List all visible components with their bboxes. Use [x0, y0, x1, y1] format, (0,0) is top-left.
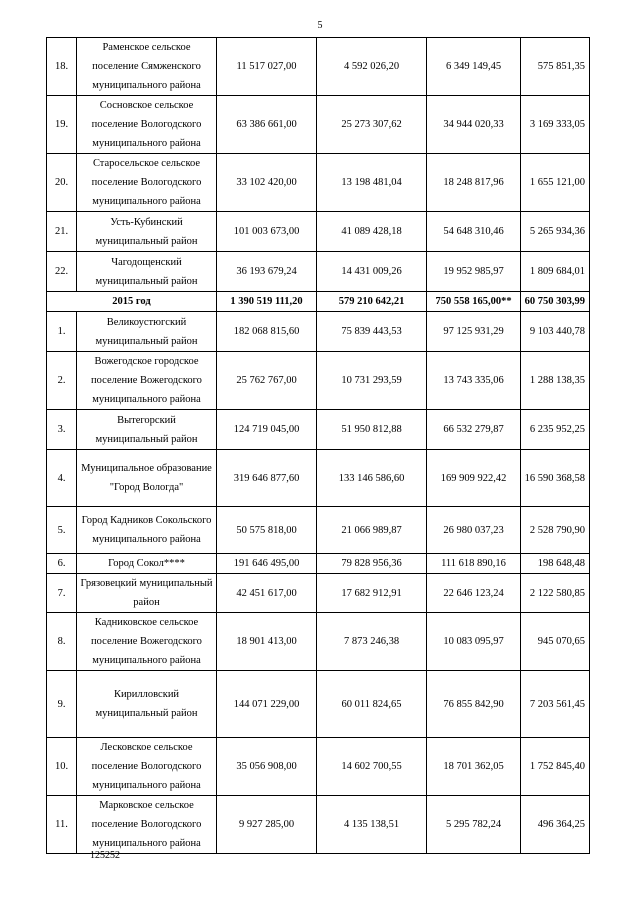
row-number: 1. — [47, 312, 77, 352]
row-number: 22. — [47, 252, 77, 292]
table-row — [47, 796, 590, 854]
row-number: 19. — [47, 96, 77, 154]
amount-col4: 2 528 790,90 — [521, 507, 590, 554]
municipality-name: Старосельское сельское поселение Вологодского муниципального района — [77, 154, 217, 212]
amount-col2: 14 602 700,55 — [317, 738, 427, 796]
amount-col2: 79 828 956,36 — [317, 554, 427, 574]
page-number: 5 — [317, 20, 323, 31]
amount-col2: 7 873 246,38 — [317, 613, 427, 671]
amount-col2: 13 198 481,04 — [317, 154, 427, 212]
municipality-name: Кирилловский муниципальный район — [77, 671, 217, 738]
amount-col2: 51 950 812,88 — [317, 410, 427, 450]
table-row — [47, 507, 590, 554]
table-row — [47, 154, 590, 212]
amount-col3: 13 743 335,06 — [427, 352, 521, 410]
amount-total: 33 102 420,00 — [217, 154, 317, 212]
row-number: 2. — [47, 352, 77, 410]
amount-col4: 1 288 138,35 — [521, 352, 590, 410]
amount-total: 36 193 679,24 — [217, 252, 317, 292]
amount-col3: 22 646 123,24 — [427, 574, 521, 613]
amount-col3: 76 855 842,90 — [427, 671, 521, 738]
amount-col3: 18 701 362,05 — [427, 738, 521, 796]
amount-col3: 19 952 985,97 — [427, 252, 521, 292]
municipality-name: Усть-Кубинский муниципальный район — [77, 212, 217, 252]
amount-total: 9 927 285,00 — [217, 796, 317, 854]
municipality-name: Лесковское сельское поселение Вологодского муниципального района — [77, 738, 217, 796]
amount-col4: 1 655 121,00 — [521, 154, 590, 212]
amount-total: 18 901 413,00 — [217, 613, 317, 671]
amount-total: 124 719 045,00 — [217, 410, 317, 450]
amount-col4: 16 590 368,58 — [521, 450, 590, 507]
amount-total: 11 517 027,00 — [217, 38, 317, 96]
amount-col2: 14 431 009,26 — [317, 252, 427, 292]
amount-total: 144 071 229,00 — [217, 671, 317, 738]
amount-col2: 41 089 428,18 — [317, 212, 427, 252]
table-row — [47, 352, 590, 410]
amount-col4: 3 169 333,05 — [521, 96, 590, 154]
total-col4: 60 750 303,99 — [521, 292, 590, 312]
year-total-row — [47, 292, 590, 312]
table-row — [47, 96, 590, 154]
row-number: 18. — [47, 38, 77, 96]
amount-total: 42 451 617,00 — [217, 574, 317, 613]
table-row — [47, 312, 590, 352]
municipality-name: Город Сокол**** — [77, 554, 217, 574]
amount-col4: 575 851,35 — [521, 38, 590, 96]
row-number: 8. — [47, 613, 77, 671]
municipality-name: Раменское сельское поселение Сямженского муниципального района — [77, 38, 217, 96]
amount-total: 191 646 495,00 — [217, 554, 317, 574]
amount-col2: 17 682 912,91 — [317, 574, 427, 613]
municipality-name: Чагодощенский муниципальный район — [77, 252, 217, 292]
total-col2: 579 210 642,21 — [317, 292, 427, 312]
amount-col2: 133 146 586,60 — [317, 450, 427, 507]
municipality-name: Великоустюгский муниципальный район — [77, 312, 217, 352]
amount-col2: 4 135 138,51 — [317, 796, 427, 854]
table-row — [47, 738, 590, 796]
table-row — [47, 613, 590, 671]
total-col3: 750 558 165,00** — [427, 292, 521, 312]
amount-col4: 1 809 684,01 — [521, 252, 590, 292]
row-number: 4. — [47, 450, 77, 507]
amount-col2: 25 273 307,62 — [317, 96, 427, 154]
amount-col2: 60 011 824,65 — [317, 671, 427, 738]
municipality-name: Кадниковское сельское поселение Вожегодского муниципального района — [77, 613, 217, 671]
table-row — [47, 252, 590, 292]
amount-col3: 54 648 310,46 — [427, 212, 521, 252]
amount-col3: 97 125 931,29 — [427, 312, 521, 352]
amount-col4: 945 070,65 — [521, 613, 590, 671]
amount-total: 25 762 767,00 — [217, 352, 317, 410]
amount-col3: 6 349 149,45 — [427, 38, 521, 96]
municipality-name: Вожегодское городское поселение Вожегодского муниципального района — [77, 352, 217, 410]
row-number: 20. — [47, 154, 77, 212]
table-row — [47, 212, 590, 252]
amount-col4: 7 203 561,45 — [521, 671, 590, 738]
amount-col4: 5 265 934,36 — [521, 212, 590, 252]
amount-col3: 18 248 817,96 — [427, 154, 521, 212]
table-row — [47, 450, 590, 507]
row-number: 10. — [47, 738, 77, 796]
amount-total: 182 068 815,60 — [217, 312, 317, 352]
municipality-name: Вытегорский муниципальный район — [77, 410, 217, 450]
row-number: 9. — [47, 671, 77, 738]
row-number: 7. — [47, 574, 77, 613]
amount-col3: 34 944 020,33 — [427, 96, 521, 154]
amount-col4: 2 122 580,85 — [521, 574, 590, 613]
total-amount: 1 390 519 111,20 — [217, 292, 317, 312]
document-code: 125252 — [90, 850, 120, 861]
municipality-name: Муниципальное образование "Город Вологда" — [77, 450, 217, 507]
row-number: 11. — [47, 796, 77, 854]
amount-total: 101 003 673,00 — [217, 212, 317, 252]
amount-col3: 111 618 890,16 — [427, 554, 521, 574]
municipality-name: Грязовецкий муниципальный район — [77, 574, 217, 613]
amount-col3: 26 980 037,23 — [427, 507, 521, 554]
table-row — [47, 671, 590, 738]
year-label: 2015 год — [47, 292, 217, 312]
table-row — [47, 38, 590, 96]
amount-total: 50 575 818,00 — [217, 507, 317, 554]
table-row — [47, 410, 590, 450]
municipality-name: Сосновское сельское поселение Вологодского муниципального района — [77, 96, 217, 154]
amount-col2: 75 839 443,53 — [317, 312, 427, 352]
row-number: 6. — [47, 554, 77, 574]
amount-total: 35 056 908,00 — [217, 738, 317, 796]
amount-col4: 6 235 952,25 — [521, 410, 590, 450]
amount-col2: 10 731 293,59 — [317, 352, 427, 410]
row-number: 21. — [47, 212, 77, 252]
amount-col4: 9 103 440,78 — [521, 312, 590, 352]
amount-col3: 10 083 095,97 — [427, 613, 521, 671]
amount-col3: 169 909 922,42 — [427, 450, 521, 507]
row-number: 3. — [47, 410, 77, 450]
amount-col2: 21 066 989,87 — [317, 507, 427, 554]
amount-total: 63 386 661,00 — [217, 96, 317, 154]
amount-col3: 66 532 279,87 — [427, 410, 521, 450]
table-row — [47, 554, 590, 574]
row-number: 5. — [47, 507, 77, 554]
municipality-name: Марковское сельское поселение Вологодского муниципального района — [77, 796, 217, 854]
amount-total: 319 646 877,60 — [217, 450, 317, 507]
amount-col2: 4 592 026,20 — [317, 38, 427, 96]
amount-col4: 496 364,25 — [521, 796, 590, 854]
municipality-name: Город Кадников Сокольского муниципального района — [77, 507, 217, 554]
table-row — [47, 574, 590, 613]
budget-table — [46, 37, 590, 854]
amount-col4: 1 752 845,40 — [521, 738, 590, 796]
amount-col3: 5 295 782,24 — [427, 796, 521, 854]
amount-col4: 198 648,48 — [521, 554, 590, 574]
